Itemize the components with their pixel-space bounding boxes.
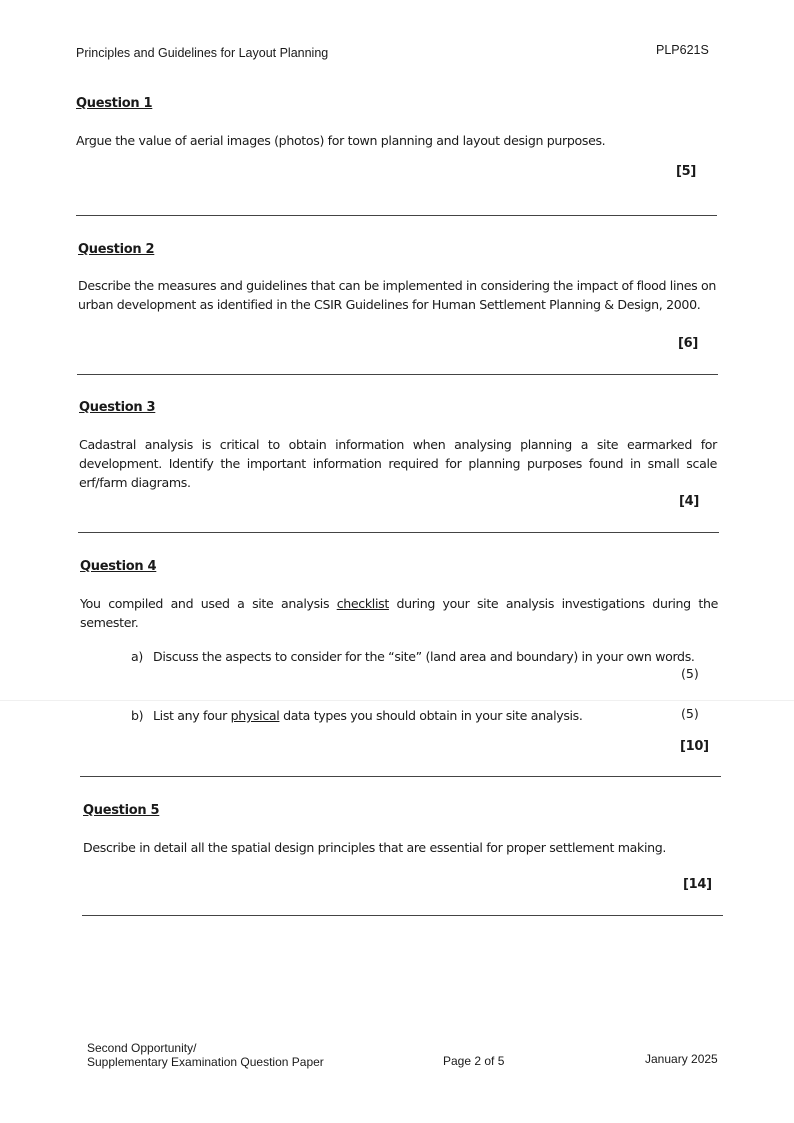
scan-artifact: [0, 700, 794, 701]
exam-type-line-1: Second Opportunity/: [87, 1041, 197, 1055]
sub-question-marks: (5): [681, 706, 699, 721]
question-text: Describe the measures and guidelines that can be implemented in considering the impact of flood lines on urban development as identified in the CSIR Guidelines for Human Settlement Planning & Design, 2000.: [78, 278, 716, 312]
underlined-term: checklist: [336, 596, 389, 611]
text-segment: during your site analysis investigations during the semester.: [80, 596, 718, 630]
section-divider: [76, 215, 717, 216]
text-segment: data types you should obtain in your site analysis.: [279, 708, 583, 723]
sub-question-label: b): [131, 708, 144, 723]
question-text: [80, 594, 718, 632]
question-text: Cadastral analysis is critical to obtain information when analysing planning a site earmarked for development. Identify the important information required for planning purposes found in small scale erf/farm diagrams.: [79, 437, 717, 490]
section-divider: [82, 915, 723, 916]
question-title: Question 4: [80, 559, 157, 574]
section-divider: [77, 374, 718, 375]
underlined-term: physical: [230, 708, 280, 723]
question-title: Question 3: [79, 400, 156, 415]
exam-type-line-2: Supplementary Examination Question Paper: [87, 1055, 324, 1069]
question-marks: [6]: [678, 336, 699, 351]
question-title: Question 2: [78, 242, 155, 257]
text-segment: You compiled and used a site analysis: [80, 596, 337, 611]
course-title: Principles and Guidelines for Layout Planning: [76, 46, 329, 60]
sub-question-a: [131, 647, 719, 687]
question-text: Argue the value of aerial images (photos) for town planning and layout design purposes.: [76, 133, 606, 148]
page-number: Page 2 of 5: [443, 1054, 505, 1068]
question-title: Question 1: [76, 96, 153, 111]
sub-question-text: Discuss the aspects to consider for the “site” (land area and boundary) in your own words.: [153, 649, 695, 664]
question-marks: [5]: [676, 164, 697, 179]
question-text: Describe in detail all the spatial design principles that are essential for proper settlement making.: [83, 840, 667, 855]
sub-question-b: [131, 706, 671, 726]
course-code: PLP621S: [656, 43, 709, 57]
section-divider: [78, 532, 719, 533]
text-segment: List any four: [153, 708, 231, 723]
question-marks: [10]: [680, 739, 709, 754]
sub-question-label: a): [131, 649, 143, 664]
sub-question-text: [153, 706, 583, 725]
section-divider: [80, 776, 721, 777]
question-marks: [14]: [683, 877, 712, 892]
question-marks: [4]: [679, 494, 700, 509]
question-title: Question 5: [83, 803, 160, 818]
exam-type: [87, 1041, 324, 1069]
exam-date: January 2025: [645, 1052, 718, 1066]
sub-question-marks: (5): [681, 666, 699, 681]
